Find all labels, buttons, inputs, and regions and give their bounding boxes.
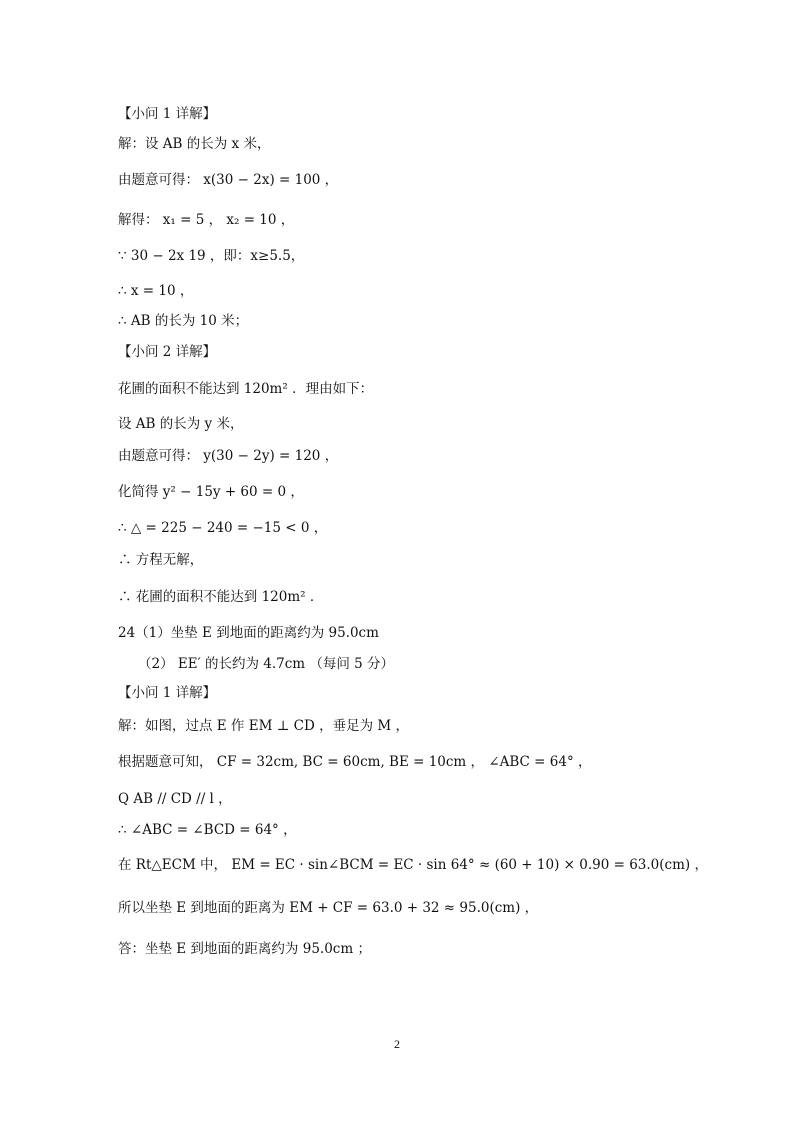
line-12: 化简得 y² − 15y + 60 = 0 ， (118, 484, 304, 500)
line-01: 【小问 1 详解】 (118, 106, 217, 122)
line-17: （2） EE′ 的长约为 4.7cm （每问 5 分） (138, 656, 395, 672)
line-15: ∴ 花圃的面积不能达到 120m² ． (118, 589, 324, 605)
line-14: ∴ 方程无解， (118, 552, 204, 568)
line-02: 解：设 AB 的长为 x 米， (118, 136, 271, 152)
line-09: 花圃的面积不能达到 120m² ．理由如下： (118, 381, 374, 397)
line-04: 解得： x₁ = 5 ， x₂ = 10 ， (118, 212, 295, 228)
line-06: ∴ x = 10 ， (118, 283, 194, 299)
line-16: 24（1）坐垫 E 到地面的距离约为 95.0cm (118, 625, 379, 641)
line-21: Q AB // CD // l ， (118, 791, 232, 807)
line-22: ∴ ∠ABC = ∠BCD = 64° ， (118, 822, 297, 838)
line-18: 【小问 1 详解】 (118, 685, 217, 701)
line-23: 在 Rt△ECM 中， EM = EC · sin∠BCM = EC · sin 64° ≈ (60 + 10) × 0.90 = 63.0(cm) ， (118, 857, 708, 873)
line-03: 由题意可得： x(30 − 2x) = 100 ， (118, 172, 339, 188)
line-19: 解：如图，过点 E 作 EM ⊥ CD ，垂足为 M ， (118, 718, 410, 734)
line-25: 答：坐垫 E 到地面的距离约为 95.0cm ； (118, 941, 371, 957)
line-10: 设 AB 的长为 y 米， (118, 416, 244, 432)
line-08: 【小问 2 详解】 (118, 344, 217, 360)
line-07: ∴ AB 的长为 10 米； (118, 313, 249, 329)
line-05: ∵ 30 − 2x 19 ，即：x≥5.5， (118, 248, 305, 264)
line-11: 由题意可得： y(30 − 2y) = 120 ， (118, 448, 339, 464)
line-20: 根据题意可知， CF = 32cm, BC = 60cm, BE = 10cm ， ∠ABC = 64° ， (118, 754, 592, 770)
page-number: 2 (394, 1037, 400, 1051)
line-24: 所以坐垫 E 到地面的距离为 EM + CF = 63.0 + 32 ≈ 95.0(cm) ， (118, 900, 539, 916)
line-13: ∴ △ = 225 − 240 = −15 < 0 ， (118, 520, 328, 536)
